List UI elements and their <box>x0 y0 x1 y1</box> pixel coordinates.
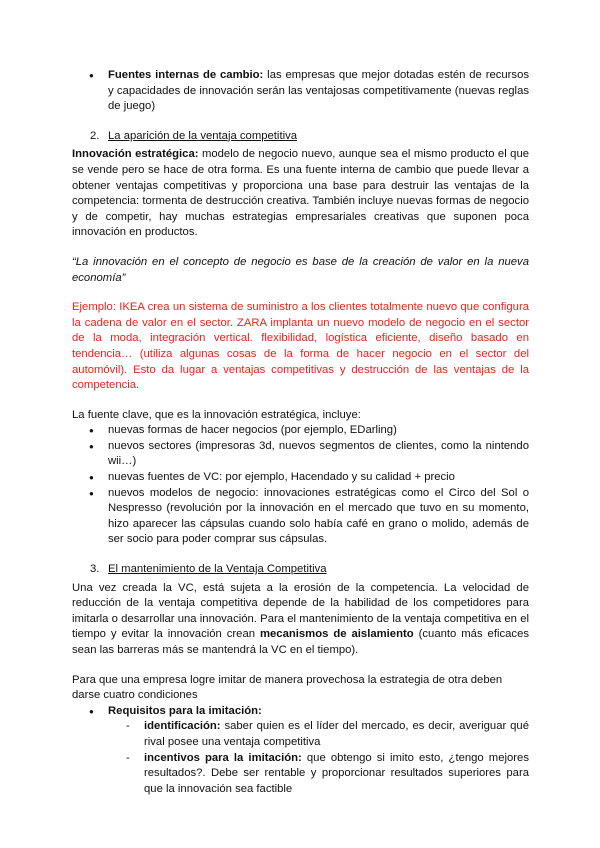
bullet-text: las empresas que mejor dotadas estén de recursos y capacidades de innovación serán las ventajosas competitivamente (nuevas reglas de juego) <box>108 69 530 113</box>
list-item: ● nuevas formas de hacer negocios (por ejemplo, EDarling) <box>72 423 529 439</box>
section-title: El mantenimiento de la Ventaja Competitiva <box>108 563 327 576</box>
list-item <box>72 704 529 798</box>
section-3-heading <box>72 562 529 578</box>
list-item: ● nuevas fuentes de VC: por ejemplo, Hacendado y su calidad + precio <box>72 470 529 486</box>
requisitos-list <box>72 704 529 798</box>
requisitos-label: Requisitos para la imitación: <box>108 704 262 717</box>
quote: “La innovación en el concepto de negocio es base de la creación de valor en la nueva economía” <box>72 255 529 284</box>
document-page <box>72 68 529 797</box>
sub-text: saber quien es el líder del mercado, es decir, averiguar qué rival posee una ventaja competitiva <box>144 720 529 748</box>
condiciones-paragraph: Para que una empresa logre imitar de manera provechosa la estrategia de otra deben darse cuatro condiciones <box>72 673 503 702</box>
sublist-item <box>72 751 529 798</box>
sub-label: identificación: <box>144 720 221 733</box>
innovacion-text: modelo de negocio nuevo, aunque sea el mismo producto el que se vende pero se hace de otra forma. Es una fuente interna de cambio que puede llevar a obtener ventajas competitivas y proporciona una base para destruir las ventajas de la competencia: tormenta de destrucción creativa. También incluye nuevas formas de negocio y de competir, hay muchas estrategias empresariales creativas que suponen poca innovación en productos. <box>72 148 530 239</box>
innovacion-paragraph <box>72 147 529 241</box>
section-number: 2. <box>90 129 100 142</box>
example-paragraph: Ejemplo: IKEA crea un sistema de suministro a los clientes totalmente nuevo que configura la cadena de valor en el sector. ZARA implanta un nuevo modelo de negocio en el sector de la moda, integración vertical. flexibilidad, logística eficiente, diseño basado en tendencia… (utiliza algunas cosas de la forma de hacer negocio en el sector del automóvil). Esto da lugar a ventajas competitivas y destrucción de las ventajas de la competencia. <box>72 301 529 392</box>
innovacion-label: Innovación estratégica: <box>72 148 199 161</box>
fuente-list <box>72 423 529 548</box>
list-item: ● nuevos modelos de negocio: innovaciones estratégicas como el Circo del Sol o Nespresso (revolución por la innovación en el mercado que tuvo en su momento, hizo aparecer las cápsulas cuando solo había café en grano o molido, además de ser socio para poder comprar sus cápsulas. <box>72 486 529 548</box>
list-item <box>72 68 529 115</box>
mantenimiento-paragraph <box>72 581 529 659</box>
bullet-label: Fuentes internas de cambio: <box>108 69 264 81</box>
sublist-item <box>72 719 529 750</box>
requisitos-sublist <box>72 719 529 797</box>
list-item: ● nuevos sectores (impresoras 3d, nuevos segmentos de clientes, como la nintendo wii…) <box>72 439 529 470</box>
sub-label: incentivos para la imitación: <box>144 751 302 764</box>
section-2-heading <box>72 129 529 145</box>
intro-bullet-list <box>72 68 529 115</box>
section-title: La aparición de la ventaja competitiva <box>108 129 298 142</box>
sub-text: que obtengo si imito esto, ¿tengo mejores resultados?. Debe ser rentable y proporcionar resultados superiores para que la innovación sea factible <box>144 751 529 795</box>
mantenimiento-bold: mecanismos de aislamiento <box>259 628 414 641</box>
mantenimiento-text-2: (cuanto más eficaces sean las barreras más se mantendrá la VC en el tiempo). <box>72 628 529 656</box>
mantenimiento-text-1: Una vez creada la VC, está sujeta a la erosión de la competencia. La velocidad de reducción de la ventaja competitiva depende de la habilidad de los competidores para imitarla o desarrollar una innovación. Para el mantenimiento de la ventaja competitiva en el tiempo y evitar la innovación crean <box>72 581 529 641</box>
fuente-clave-intro: La fuente clave, que es la innovación estratégica, incluye: <box>72 408 361 421</box>
section-number: 3. <box>90 563 100 576</box>
